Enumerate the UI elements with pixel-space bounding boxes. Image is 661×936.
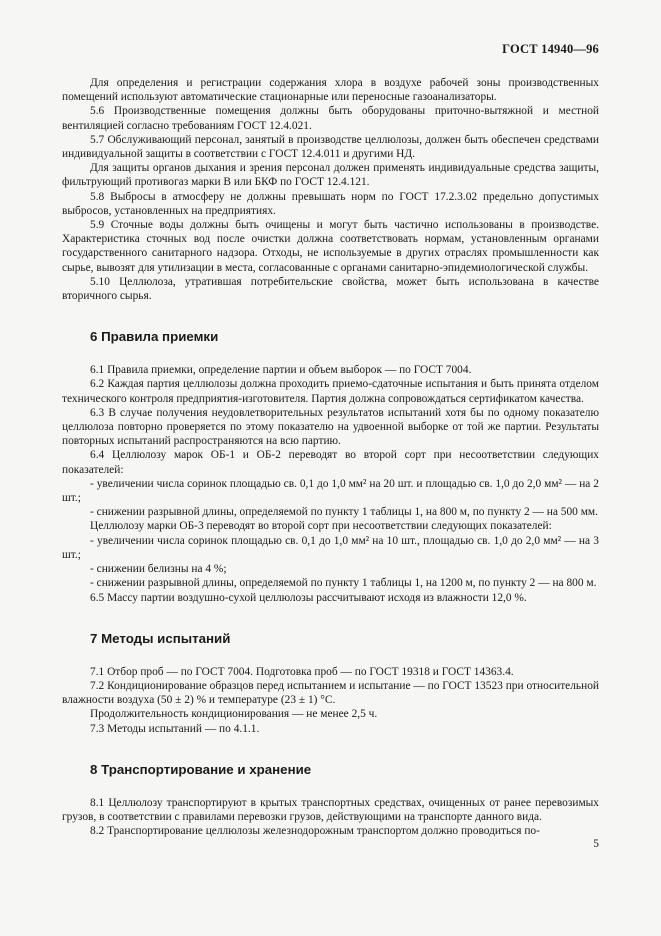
section-8-block [62, 796, 599, 839]
page-number: 5 [593, 838, 599, 850]
intro-block [62, 76, 599, 303]
paragraph: 5.6 Производственные помещения должны быть оборудованы приточно-вытяжной и местной вентиляцией согласно требованиям ГОСТ 12.4.021. [62, 105, 599, 132]
section-heading: 7 Методы испытаний [90, 630, 231, 646]
list-item: - снижении разрывной длины, определяемой по пункту 1 таблицы 1, на 1200 м, по пункту 2 — на 800 м. [90, 577, 597, 590]
paragraph: 6.5 Массу партии воздушно-сухой целлюлозы рассчитывают исходя из влажности 12,0 %. [90, 591, 527, 604]
section-6-block [62, 363, 599, 604]
paragraph: Для определения и регистрации содержания хлора в воздухе рабочей зоны производственных помещений используют автоматические стационарные или переносные газоанализаторы. [62, 77, 599, 104]
paragraph: 7.1 Отбор проб — по ГОСТ 7004. Подготовка проб — по ГОСТ 19318 и ГОСТ 14363.4. [90, 665, 514, 678]
paragraph: Для защиты органов дыхания и зрения персонал должен применять индивидуальные средства защиты, фильтрующий противогаз марки В или БКФ по ГОСТ 12.4.121. [62, 162, 599, 189]
paragraph: 5.10 Целлюлоза, утратившая потребительские свойства, может быть использована в качестве вторичного сырья. [62, 275, 599, 303]
paragraph: 5.9 Сточные воды должны быть очищены и могут быть частично использованы в производстве. Характеристика сточных вод после очистки должна соответствовать нормам, установленным органами государственного санитарного надзора. Отходы, не используемые в других отраслях промышленности как сырье, вывозят для утилизации в места, согласованные с органами санитарно-эпидемиологической службы. [62, 219, 599, 274]
paragraph: Целлюлозу марки ОБ-3 переводят во второй сорт при несоответствии следующих показателей: [90, 520, 552, 533]
section-heading: 6 Правила приемки [90, 329, 219, 345]
list-item: - снижении белизны на 4 %; [90, 563, 227, 576]
paragraph: 8.2 Транспортирование целлюлозы железнодорожным транспортом должно проводиться по- [90, 825, 540, 838]
paragraph: 6.4 Целлюлозу марок ОБ-1 и ОБ-2 переводят во второй сорт при несоответствии следующих показателей: [62, 449, 599, 476]
paragraph: 6.1 Правила приемки, определение партии и объем выборок — по ГОСТ 7004. [90, 364, 472, 377]
paragraph: 5.8 Выбросы в атмосферу не должны превышать норм по ГОСТ 17.2.3.02 предельно допустимых выбросов, установленных на предприятиях. [62, 190, 599, 217]
paragraph: 5.7 Обслуживающий персонал, занятый в производстве целлюлозы, должен быть обеспечен средствами индивидуальной защиты в соответствии с ГОСТ 12.4.011 и другими НД. [62, 133, 599, 161]
section-7-block [62, 665, 599, 736]
list-item: - увеличении числа соринок площадью св. 0,1 до 1,0 мм² на 20 шт. и площадью св. 1,0 до 2,0 мм² — на 2 шт.; [62, 477, 599, 505]
list-item: - увеличении числа соринок площадью св. 0,1 до 1,0 мм² на 10 шт., площадью св. 1,0 до 2,0 мм² — на 3 шт.; [62, 534, 599, 561]
list-item: - снижении разрывной длины, определяемой по пункту 1 таблицы 1, на 800 м, по пункту 2 — на 500 мм. [90, 506, 598, 519]
document-code: ГОСТ 14940—96 [502, 42, 599, 56]
paragraph: 6.2 Каждая партия целлюлозы должна проходить приемо-сдаточные испытания и быть принята отделом технического контроля предприятия-изготовителя. Партия должна сопровождаться сертификатом качества. [62, 378, 599, 405]
section-heading: 8 Транспортирование и хранение [90, 761, 312, 777]
paragraph: 7.2 Кондиционирование образцов перед испытанием и испытание — по ГОСТ 13523 при относительной влажности воздуха (50 ± 2) % и температуре (23 ± 1) °С. [62, 679, 599, 707]
paragraph: 7.3 Методы испытаний — по 4.1.1. [90, 722, 260, 735]
paragraph: 6.3 В случае получения неудовлетворительных результатов испытаний хотя бы по одному показателю целлюлоза повторно проверяется по этому показателю на удвоенной выборке от той же партии. Результаты повторных испытаний распространяются на всю партию. [62, 406, 599, 448]
paragraph: Продолжительность кондиционирования — не менее 2,5 ч. [90, 708, 378, 721]
paragraph: 8.1 Целлюлозу транспортируют в крытых транспортных средствах, очищенных от ранее перевозимых грузов, в соответствии с правилами перевозки грузов, действующими на транспорте данного вида. [62, 796, 599, 823]
document-body [62, 76, 599, 838]
